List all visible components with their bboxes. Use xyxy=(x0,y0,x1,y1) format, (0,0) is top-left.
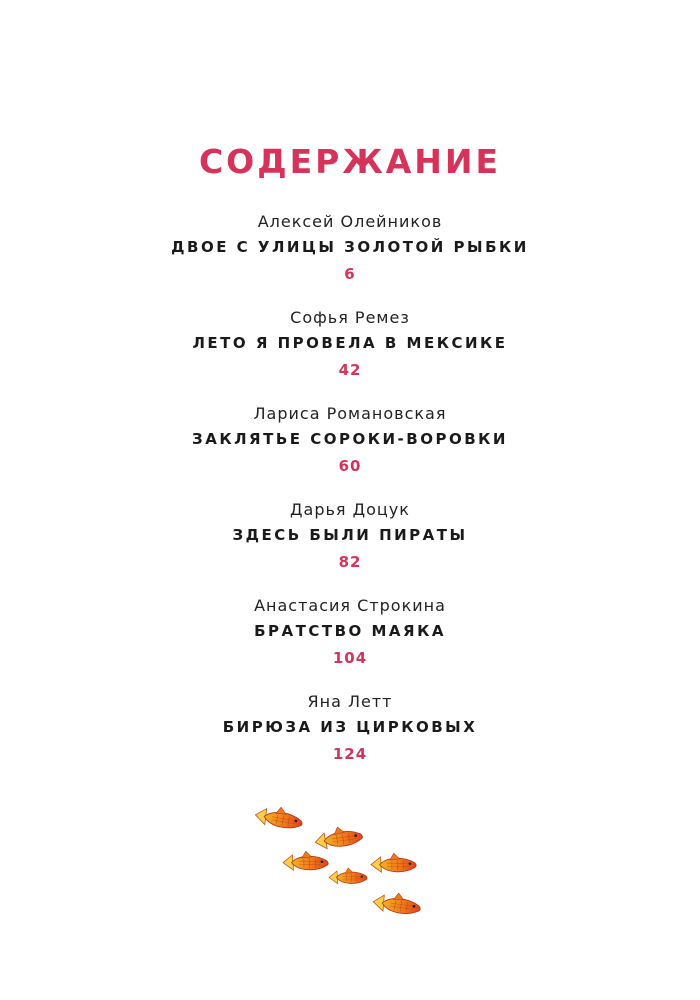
entry-story-title[interactable]: БИРЮЗА ИЗ ЦИРКОВЫХ xyxy=(222,718,478,736)
entry-story-title[interactable]: ЗАКЛЯТЬЕ СОРОКИ-ВОРОВКИ xyxy=(192,430,508,448)
toc-entry[interactable] xyxy=(0,498,700,594)
toc-entry[interactable] xyxy=(0,594,700,690)
entry-page-number[interactable]: 6 xyxy=(344,265,356,283)
fish-1-icon xyxy=(255,805,304,831)
entry-story-title[interactable]: ДВОЕ С УЛИЦЫ ЗОЛОТОЙ РЫБКИ xyxy=(171,238,529,256)
entry-author: Яна Летт xyxy=(307,692,393,711)
fish-2-icon xyxy=(314,824,364,850)
entry-author: Дарья Доцук xyxy=(290,500,410,519)
entry-story-title[interactable]: ЗДЕСЬ БЫЛИ ПИРАТЫ xyxy=(232,526,468,544)
fish-3-icon xyxy=(283,851,328,870)
toc-entry[interactable] xyxy=(0,690,700,786)
entry-page-number[interactable]: 42 xyxy=(338,361,362,379)
page-title: СОДЕРЖАНИЕ xyxy=(198,142,502,181)
entry-author: Анастасия Строкина xyxy=(254,596,446,615)
entry-page-number[interactable]: 60 xyxy=(338,457,362,475)
toc-entry[interactable] xyxy=(0,210,700,306)
fish-4-icon xyxy=(329,868,367,884)
toc-entry[interactable] xyxy=(0,402,700,498)
entry-author: Лариса Романовская xyxy=(253,404,447,423)
entry-author: Алексей Олейников xyxy=(257,212,443,231)
toc-entry[interactable] xyxy=(0,306,700,402)
entry-page-number[interactable]: 104 xyxy=(332,649,368,667)
fish-5-icon xyxy=(371,853,416,872)
entry-story-title[interactable]: ЛЕТО Я ПРОВЕЛА В МЕКСИКЕ xyxy=(192,334,508,352)
toc-list xyxy=(0,210,700,786)
entry-page-number[interactable]: 82 xyxy=(338,553,362,571)
entry-page-number[interactable]: 124 xyxy=(332,745,368,763)
goldfish-school-icon xyxy=(255,805,440,935)
entry-story-title[interactable]: БРАТСТВО МАЯКА xyxy=(254,622,446,640)
fish-6-icon xyxy=(372,890,422,916)
entry-author: Софья Ремез xyxy=(290,308,410,327)
